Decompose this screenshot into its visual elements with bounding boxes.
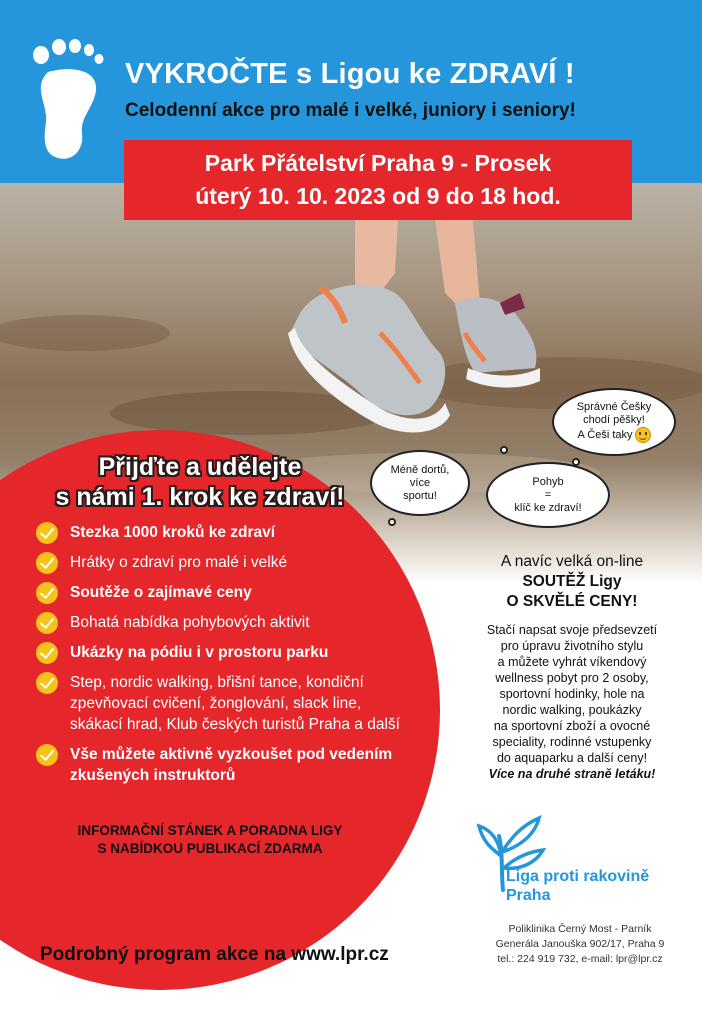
contest-description xyxy=(462,622,682,766)
contest-section xyxy=(462,552,682,782)
event-date-time: úterý 10. 10. 2023 od 9 do 18 hod. xyxy=(195,183,561,209)
contest-description-line: nordic walking, poukázky xyxy=(502,703,642,717)
checkmark-icon xyxy=(36,552,58,574)
speech-bubble-pohyb: Pohyb = klíč ke zdraví! xyxy=(486,462,610,528)
event-subtitle: Celodenní akce pro malé i velké, juniory i seniory! xyxy=(125,100,576,121)
contest-description-line: na sportovní zboží a ovocné xyxy=(493,719,651,733)
speech-bubble-cesky: Správné Češky chodí pěšky! A Češi taky xyxy=(552,388,676,456)
checkmark-icon xyxy=(36,582,58,604)
checkmark-icon xyxy=(36,672,58,694)
info-stand-note: INFORMAČNÍ STÁNEK A PORADNA LIGY S NABÍDKOU PUBLIKACÍ ZDARMA xyxy=(77,823,343,856)
checkmark-icon xyxy=(36,744,58,766)
activity-list xyxy=(36,522,416,795)
bubble-tail xyxy=(500,446,508,454)
contest-description-line: wellness pobyt pro 2 osoby, xyxy=(495,671,649,685)
contest-description-line: speciality, rodinné vstupenky xyxy=(492,735,652,749)
venue-date-box xyxy=(124,140,632,220)
contest-prizes-title: O SKVĚLÉ CENY! xyxy=(506,593,638,610)
smiley-icon xyxy=(635,427,651,443)
contest-more-info: Více na druhé straně letáku! xyxy=(488,767,656,781)
venue-name: Park Přátelství Praha 9 - Prosek xyxy=(204,150,552,176)
contest-title: SOUTĚŽ Ligy xyxy=(522,573,622,590)
activity-item: Soutěže o zajímavé ceny xyxy=(36,582,416,603)
event-title: VYKROČTE s Ligou ke ZDRAVÍ ! xyxy=(125,58,575,90)
activity-item: Bohatá nabídka pohybových aktivit xyxy=(36,612,416,633)
speech-bubble-dortu: Méně dortů, více sportu! xyxy=(370,450,470,516)
organization-logo-text: Liga proti rakovině Praha xyxy=(506,868,650,904)
activity-item: Hrátky o zdraví pro malé i velké xyxy=(36,552,416,573)
activity-item: Stezka 1000 kroků ke zdraví xyxy=(36,522,416,543)
checkmark-icon xyxy=(36,612,58,634)
activity-item: Step, nordic walking, břišní tance, kondiční zpevňovací cvičení, žonglování, slack line, skákací hrad, Klub českých turistů Praha a další xyxy=(36,672,416,735)
footprint-icon xyxy=(28,38,108,163)
contest-description-line: Stačí napsat svoje předsevzetí xyxy=(486,623,658,637)
call-to-action-heading: Přijďte a udělejte s námi 1. krok ke zdraví! xyxy=(55,453,345,511)
contact-address: Poliklinika Černý Most - Parník Generála Janouška 902/17, Praha 9 tel.: 224 919 732, e-mail: lpr@lpr.cz xyxy=(495,923,665,965)
activity-item: Vše můžete aktivně vyzkoušet pod vedením zkušených instruktorů xyxy=(36,744,416,786)
contest-description-line: a můžete vyhrát víkendový xyxy=(497,655,647,669)
checkmark-icon xyxy=(36,642,58,664)
activity-item: Ukázky na pódiu i v prostoru parku xyxy=(36,642,416,663)
checkmark-icon xyxy=(36,522,58,544)
contest-lead: A navíc velká on-line xyxy=(500,553,644,570)
contest-description-line: sportovní hodinky, hole na xyxy=(499,687,645,701)
program-website-note: Podrobný program akce na www.lpr.cz xyxy=(40,944,389,965)
contest-description-line: pro úpravu životního stylu xyxy=(500,639,644,653)
contest-description-line: do aquaparku a další ceny! xyxy=(496,751,648,765)
